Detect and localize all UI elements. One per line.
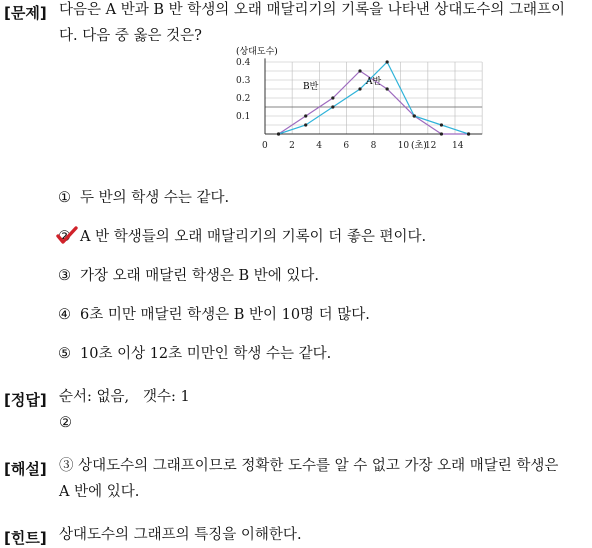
y-tick-label: 0.2 — [236, 94, 251, 104]
x-tick-label: 10 — [397, 141, 410, 151]
data-point — [304, 123, 307, 126]
data-point — [331, 96, 334, 99]
question-line-1: 다음은 A 반과 B 반 학생의 오래 매달리기의 기록을 나타낸 상대도수의 그래프이 — [59, 2, 566, 18]
choice-1-number: ① — [58, 190, 71, 206]
choice-1[interactable] — [58, 188, 229, 208]
x-tick-label: 4 — [316, 141, 323, 151]
choice-4-text: 6초 미만 매달린 학생은 B 반이 10명 더 많다. — [80, 307, 370, 323]
data-point — [467, 132, 470, 135]
legend-a: A반 — [366, 77, 382, 87]
answer-line-1: 순서: 없음, 갯수: 1 — [59, 389, 190, 405]
question-tag: [문제] — [4, 4, 47, 22]
choice-3[interactable] — [58, 266, 319, 286]
legend-b: B반 — [303, 82, 319, 92]
choice-3-number: ③ — [58, 268, 71, 284]
chart-ticks — [236, 58, 464, 151]
question-text — [59, 0, 589, 49]
data-point — [440, 123, 443, 126]
relative-frequency-chart — [232, 44, 464, 154]
hint-text: 상대도수의 그래프의 특징을 이해한다. — [59, 527, 302, 543]
x-tick-label: 8 — [370, 141, 377, 151]
data-point — [277, 132, 280, 135]
hint-tag: [힌트] — [4, 529, 47, 547]
question-line-2: 다. 다음 중 옳은 것은? — [59, 28, 202, 44]
x-tick-label: 2 — [289, 141, 295, 151]
choice-2-number — [58, 227, 80, 247]
choice-3-text: 가장 오래 매달린 학생은 B 반에 있다. — [80, 268, 320, 284]
choice-4-number: ④ — [58, 307, 71, 323]
explanation-text — [59, 453, 589, 505]
choice-2-text: A 반 학생들의 오래 매달리기의 기록이 더 좋은 편이다. — [80, 229, 427, 245]
answer-tag: [정답] — [4, 391, 47, 409]
answer-text — [59, 384, 190, 436]
chart-xlabel: (초) — [411, 141, 427, 151]
choice-2[interactable] — [58, 227, 426, 247]
explanation-line-1: ③ 상대도수의 그래프이므로 정확한 도수를 알 수 없고 가장 오래 매달린 학생은 — [59, 458, 559, 474]
x-tick-label: 12 — [424, 141, 437, 151]
explanation-line-2: A 반에 있다. — [59, 484, 140, 500]
checkmark-icon — [57, 226, 77, 244]
x-tick-label: 6 — [343, 141, 350, 151]
x-tick-label: 0 — [262, 141, 268, 151]
choice-2-number-text: ② — [58, 229, 71, 245]
explanation-tag: [해설] — [4, 460, 47, 478]
data-point — [440, 132, 443, 135]
data-point — [331, 105, 334, 108]
choice-5[interactable] — [58, 344, 331, 364]
chart-grid — [265, 58, 482, 134]
data-point — [358, 69, 361, 72]
choice-1-text: 두 반의 학생 수는 같다. — [80, 190, 230, 206]
chart-ylabel: (상대도수) — [236, 47, 278, 57]
y-tick-label: 0.3 — [236, 76, 251, 86]
data-point — [386, 87, 389, 90]
choice-5-text: 10초 이상 12초 미만인 학생 수는 같다. — [80, 346, 332, 362]
data-point — [358, 87, 361, 90]
x-tick-label: 14 — [452, 141, 464, 151]
data-point — [386, 60, 389, 63]
y-tick-label: 0.1 — [236, 112, 251, 122]
choice-5-number: ⑤ — [58, 346, 71, 362]
data-point — [304, 114, 307, 117]
choice-4[interactable] — [58, 305, 370, 325]
data-point — [413, 114, 416, 117]
y-tick-label: 0.4 — [236, 58, 251, 68]
answer-line-2: ② — [59, 415, 72, 431]
